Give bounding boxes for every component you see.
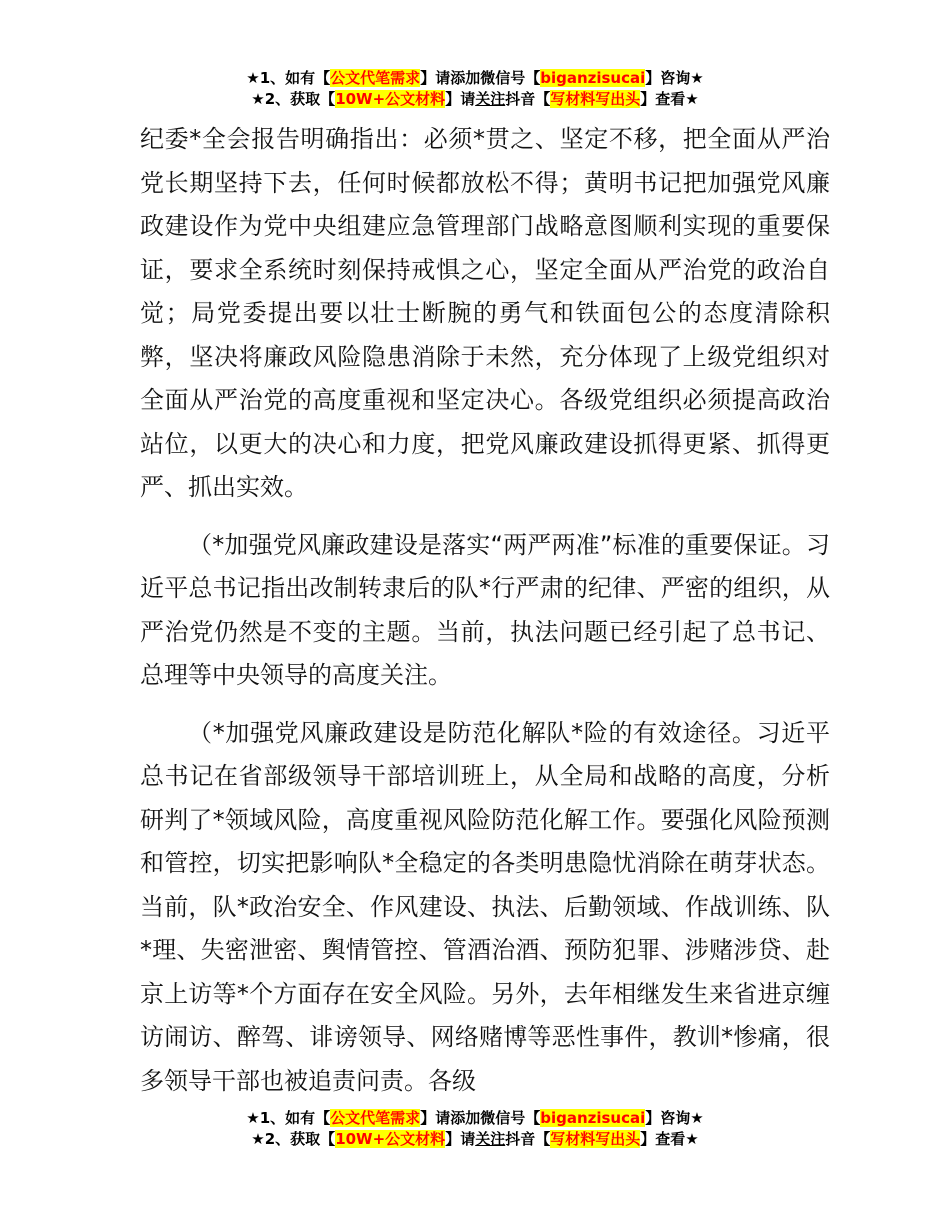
header-banner-line-1 (0, 68, 950, 89)
banner-highlight-service: 公文代笔需求 (330, 1109, 421, 1127)
banner-text: ★2、获取【 (251, 1130, 336, 1148)
banner-highlight-service: 公文代笔需求 (330, 69, 421, 87)
paragraph: 纪委*全会报告明确指出：必须*贯之、坚定不移，把全面从严治党长期坚持下去，任何时候都放松不得；黄明书记把加强党风廉政建设作为党中央组建应急管理部门战略意图顺利实现的重要保证，要求全系统时刻保持戒惧之心，坚定全面从严治党的政治自觉；局党委提出要以壮士断腕的勇气和铁面包公的态度清除积弊，坚决将廉政风险隐患消除于未然，充分体现了上级党组织对全面从严治党的高度重视和坚定决心。各级党组织必须提高政治站位，以更大的决心和力度，把党风廉政建设抓得更紧、抓得更严、抓出实效。 (140, 125, 830, 501)
banner-text: 】请 (445, 90, 476, 108)
header-banner-line-2 (0, 89, 950, 110)
paragraph: （*加强党风廉政建设是落实“两严两准”标准的重要保证。习近平总书记指出改制转隶后的队*行严肃的纪律、严密的组织，从严治党仍然是不变的主题。当前，执法问题已经引起了总书记、总理等中央领导的高度关注。 (140, 530, 830, 689)
banner-text: 】咨询★ (645, 69, 704, 87)
header-banner (0, 68, 950, 110)
banner-underlined-follow: 关注 (475, 1130, 506, 1148)
banner-highlight-wechat-id: biganzisucai (540, 69, 646, 87)
footer-banner (0, 1108, 950, 1150)
banner-text: ★1、如有【 (246, 69, 331, 87)
banner-text: 】请添加微信号【 (420, 1109, 541, 1127)
document-body (140, 118, 830, 1103)
banner-highlight-wechat-id: biganzisucai (540, 1109, 646, 1127)
footer-banner-line-1 (0, 1108, 950, 1129)
banner-highlight-materials: 10W+公文材料 (335, 90, 446, 108)
banner-text: ★2、获取【 (251, 90, 336, 108)
banner-text: 】请添加微信号【 (420, 69, 541, 87)
banner-text: ★1、如有【 (246, 1109, 331, 1127)
footer-banner-line-2 (0, 1129, 950, 1150)
banner-text: 抖音【 (505, 90, 551, 108)
banner-highlight-account: 写材料写出头 (550, 1130, 641, 1148)
banner-text: 】查看★ (640, 90, 699, 108)
banner-text: 】请 (445, 1130, 476, 1148)
banner-text: 抖音【 (505, 1130, 551, 1148)
paragraph: （*加强党风廉政建设是防范化解队*险的有效途径。习近平总书记在省部级领导干部培训班上，从全局和战略的高度，分析研判了*领域风险，高度重视风险防范化解工作。要强化风险预测和管控，切实把影响队*全稳定的各类明患隐忧消除在萌芽状态。当前，队*政治安全、作风建设、执法、后勤领域、作战训练、队*理、失密泄密、舆情管控、管酒治酒、预防犯罪、涉赌涉贷、赴京上访等*个方面存在安全风险。另外，去年相继发生来省进京缠访闹访、醉驾、诽谤领导、网络赌博等恶性事件，教训*惨痛，很多领导干部也被追责问责。各级 (140, 718, 830, 1095)
banner-underlined-follow: 关注 (475, 90, 506, 108)
banner-highlight-materials: 10W+公文材料 (335, 1130, 446, 1148)
banner-text: 】查看★ (640, 1130, 699, 1148)
banner-text: 】咨询★ (645, 1109, 704, 1127)
banner-highlight-account: 写材料写出头 (550, 90, 641, 108)
